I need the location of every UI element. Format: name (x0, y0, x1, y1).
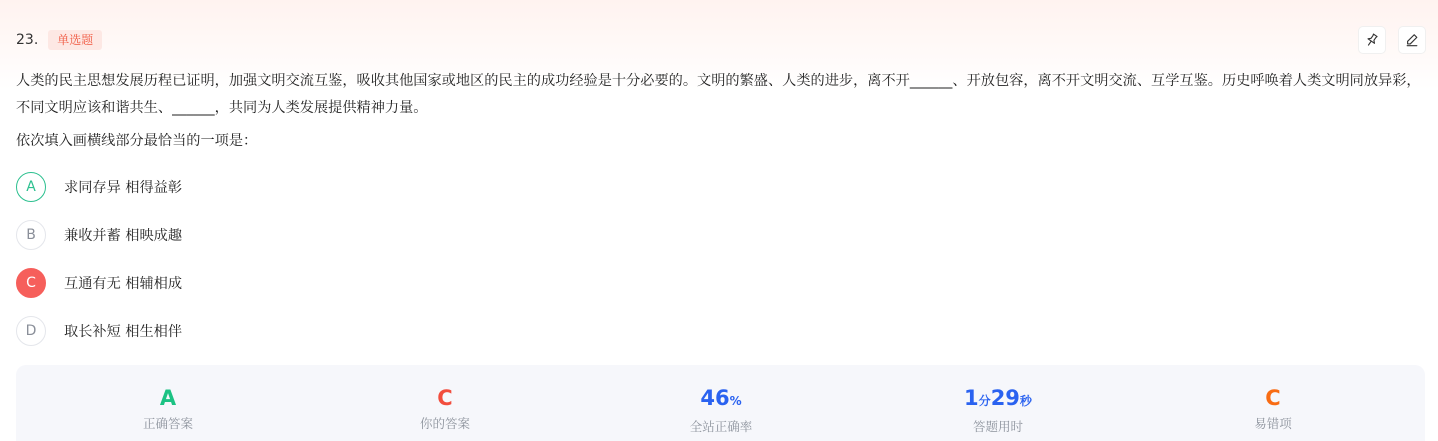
option-c-text: 互通有无 相辅相成 (64, 276, 183, 292)
option-a-circle: A (16, 172, 46, 202)
option-b[interactable] (16, 219, 182, 251)
stat-your-answer (345, 385, 545, 433)
option-a-text: 求同存异 相得益彰 (64, 180, 183, 196)
stat-accuracy (621, 385, 821, 436)
pin-button[interactable] (1359, 27, 1385, 53)
common-mistake-label: 易错项 (1254, 416, 1292, 431)
question-prompt: 依次填入画横线部分最恰当的一项是： (16, 133, 258, 149)
edit-button[interactable] (1399, 27, 1425, 53)
correct-answer-label: 正确答案 (142, 416, 193, 431)
option-b-text: 兼收并蓄 相映成趣 (64, 228, 183, 244)
your-answer-label: 你的答案 (419, 416, 470, 431)
accuracy-label: 全站正确率 (689, 419, 753, 434)
time-spent-value (898, 385, 1098, 414)
option-c[interactable] (16, 267, 182, 299)
time-seconds: 29 (990, 386, 1020, 410)
stat-correct-answer (68, 385, 268, 433)
question-header (16, 28, 102, 52)
time-spent-label: 答题用时 (972, 419, 1023, 434)
option-a[interactable] (16, 171, 182, 203)
question-number: 23. (16, 32, 39, 48)
common-mistake-value: C (1265, 386, 1281, 410)
accuracy-unit: % (729, 394, 742, 408)
pin-icon (1365, 33, 1379, 47)
accuracy-value (621, 385, 821, 414)
stat-common-mistake (1173, 385, 1373, 433)
time-minutes-unit: 分 (978, 394, 991, 408)
option-d-text: 取长补短 相生相伴 (64, 324, 183, 340)
question-stem: 人类的民主思想发展历程已证明，加强文明交流互鉴，吸收其他国家或地区的民主的成功经验是十分必要的。文明的繁盛、人类的进步，离不开______、开放包容，离不开文明交流、互学互鉴。历史呼唤着人类文明同放异彩，不同文明应该和谐共生、______，共同为人类发展提供精神力量。 (16, 73, 1421, 116)
your-answer-value: C (437, 386, 453, 410)
question-type-badge: 单选题 (48, 30, 102, 50)
option-b-circle: B (16, 220, 46, 250)
time-seconds-unit: 秒 (1019, 394, 1032, 408)
option-c-circle: C (16, 268, 46, 298)
accuracy-number: 46 (700, 386, 730, 410)
correct-answer-value: A (159, 386, 177, 410)
time-minutes: 1 (964, 386, 979, 410)
answer-stats-panel (16, 365, 1425, 441)
stat-time-spent (898, 385, 1098, 436)
edit-icon (1405, 33, 1419, 47)
option-d-circle: D (16, 316, 46, 346)
option-d[interactable] (16, 315, 182, 347)
